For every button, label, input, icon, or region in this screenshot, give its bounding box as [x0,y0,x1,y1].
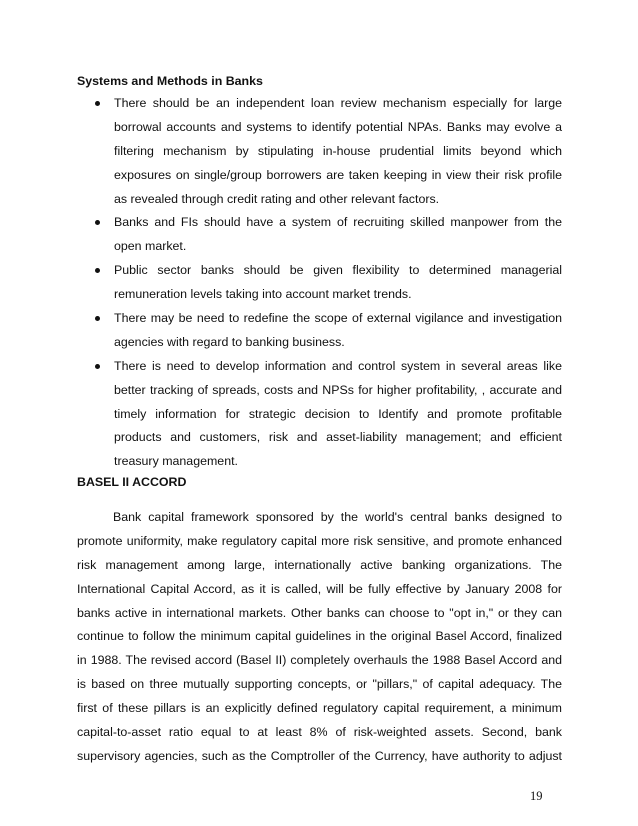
body-paragraph [77,506,562,769]
section-heading-systems: Systems and Methods in Banks [77,74,263,88]
text-line: as revealed through credit rating and other relevant factors. [114,191,440,206]
bullet-icon [95,220,100,225]
text-line: Banks and FIs should have a system of recruiting skilled manpower from the [114,215,562,230]
text-line: remuneration levels taking into account market trends. [114,287,412,302]
text-line: is based on three mutually supporting concepts, or "pillars," of capital adequacy. The [77,677,562,692]
bullet-item [114,259,562,307]
text-line: risk management among large, internationally active banking organizations. The [77,557,562,572]
text-line: in 1988. The revised accord (Basel II) completely overhauls the 1988 Basel Accord and [77,653,562,668]
text-line: better tracking of spreads, costs and NPSs for higher profitability, , accurate and [114,382,562,397]
text-line: capital-to-asset ratio equal to at least 8% of risk-weighted assets. Second, bank [77,725,562,740]
text-line: Public sector banks should be given flexibility to determined managerial [114,263,562,278]
bullet-icon [95,316,100,321]
text-line: International Capital Accord, as it is called, will be fully effective by January 2008 for [77,581,562,596]
text-line: agencies with regard to banking business. [114,334,345,349]
section-heading-basel: BASEL II ACCORD [77,475,187,489]
text-line: promote uniformity, make regulatory capital more risk sensitive, and promote enhanced [77,533,562,548]
bullet-item [114,355,562,474]
bullet-icon [95,268,100,273]
text-line: Bank capital framework sponsored by the world's central banks designed to [113,510,562,524]
page-number: 19 [530,789,543,803]
text-line: exposures on single/group borrowers are taken keeping in view their risk profile [114,167,562,182]
text-line: There should be an independent loan review mechanism especially for large [114,96,562,110]
text-line: There may be need to redefine the scope of external vigilance and investigation [114,311,562,326]
text-line: timely information for strategic decision to Identify and promote profitable [114,406,562,421]
text-line: filtering mechanism by stipulating in-house prudential limits beyond which [114,143,562,158]
text-line: products and customers, risk and asset-liability management; and efficient [114,430,562,445]
bullet-icon [95,101,100,106]
bullet-item [114,307,562,355]
bullet-item [114,211,562,259]
text-line: There is need to develop information and control system in several areas like [114,358,562,373]
text-line: first of these pillars is an explicitly defined regulatory capital requirement, a minimum [77,701,562,716]
text-line: borrowal accounts and systems to identify potential NPAs. Banks may evolve a [114,119,562,134]
text-line: treasury management. [114,454,238,469]
text-line: banks active in international markets. Other banks can choose to "opt in," or they can [77,605,562,620]
bullet-icon [95,364,100,369]
bullet-list [114,92,562,474]
text-line: open market. [114,239,187,254]
text-line: continue to follow the minimum capital guidelines in the original Basel Accord, finalized [77,629,562,644]
bullet-item [114,92,562,211]
text-line: supervisory agencies, such as the Comptroller of the Currency, have authority to adjust [77,748,562,763]
